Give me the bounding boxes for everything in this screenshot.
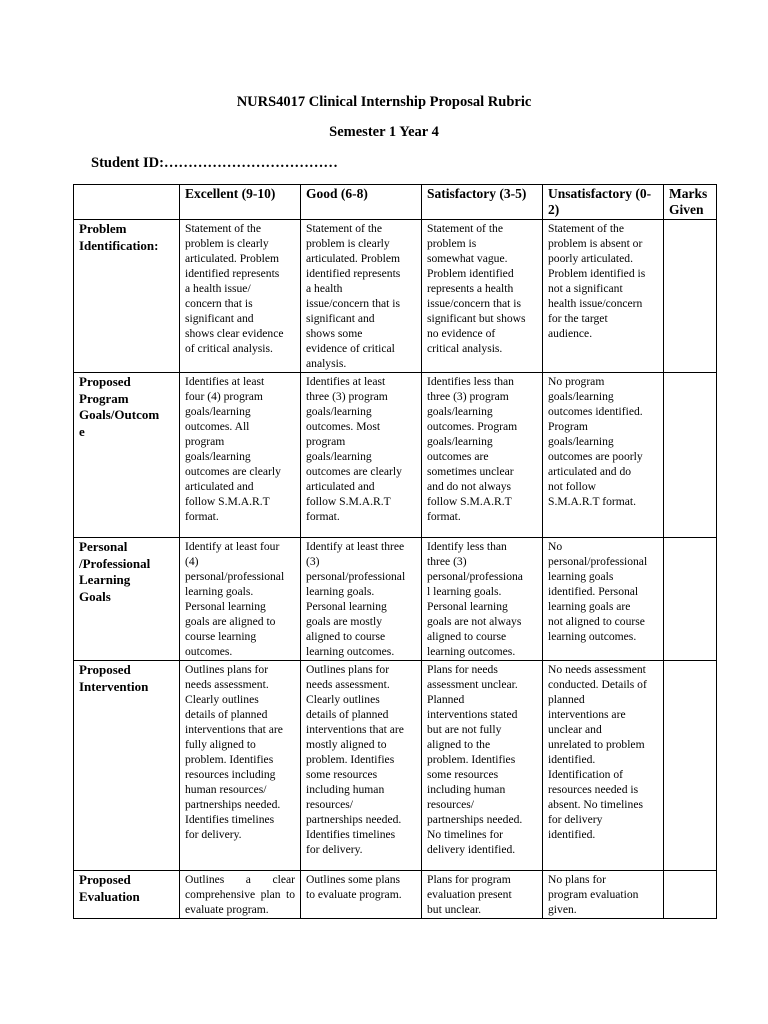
unsatisfactory-cell: Statement of the problem is absent or poorly articulated. Problem identified is not a significant health issue/concern for the target audience. — [543, 220, 664, 373]
marks-cell[interactable] — [664, 538, 717, 661]
good-cell: Identify at least three (3) personal/professional learning goals. Personal learning goals are mostly aligned to course learning outcomes. — [301, 538, 422, 661]
excellent-cell: Identify at least four (4) personal/professional learning goals. Personal learning goals are aligned to course learning outcomes. — [180, 538, 301, 661]
criterion-cell: Problem Identification: — [74, 220, 180, 373]
table-row — [74, 373, 717, 538]
excellent-cell: Statement of the problem is clearly articulated. Problem identified represents a health issue/ concern that is significant and shows clear evidence of critical analysis. — [180, 220, 301, 373]
marks-cell[interactable] — [664, 871, 717, 919]
header-satisfactory: Satisfactory (3-5) — [422, 185, 543, 220]
header-excellent: Excellent (9-10) — [180, 185, 301, 220]
satisfactory-cell: Identify less than three (3) personal/professiona l learning goals. Personal learning goals are not always aligned to course learning outcomes. — [422, 538, 543, 661]
document-subtitle: Semester 1 Year 4 — [329, 124, 439, 140]
good-cell: Statement of the problem is clearly articulated. Problem identified represents a health issue/concern that is significant and shows some evidence of critical analysis. — [301, 220, 422, 373]
unsatisfactory-cell: No personal/professional learning goals identified. Personal learning goals are not aligned to course learning outcomes. — [543, 538, 664, 661]
table-row — [74, 871, 717, 919]
student-id-field: Student ID:……………………………… — [91, 155, 338, 171]
document-title: NURS4017 Clinical Internship Proposal Rubric — [236, 94, 532, 110]
criterion-cell: Proposed Program Goals/Outcom e — [74, 373, 180, 538]
unsatisfactory-cell: No needs assessment conducted. Details of planned interventions are unclear and unrelated to problem identified. Identification of resources needed is absent. No timelines for delivery identified. — [543, 661, 664, 871]
rubric-table — [73, 184, 717, 919]
header-row — [74, 185, 717, 220]
satisfactory-cell: Plans for needs assessment unclear. Planned interventions stated but are not fully aligned to the problem. Identifies some resources including human resources/ partnerships needed. No timelines for delivery identified. — [422, 661, 543, 871]
header-unsatisfactory: Unsatisfactory (0- 2) — [543, 185, 664, 220]
excellent-cell: Identifies at least four (4) program goals/learning outcomes. All program goals/learning outcomes are clearly articulated and follow S.M.A.R.T format. — [180, 373, 301, 538]
header-good: Good (6-8) — [301, 185, 422, 220]
excellent-cell: Outlines a clear comprehensive plan to evaluate program. — [180, 871, 301, 919]
table-row — [74, 661, 717, 871]
header-marks-given: Marks Given — [664, 185, 717, 220]
criterion-cell: Personal /Professional Learning Goals — [74, 538, 180, 661]
good-cell: Outlines some plans to evaluate program. — [301, 871, 422, 919]
marks-cell[interactable] — [664, 661, 717, 871]
criterion-cell: Proposed Evaluation — [74, 871, 180, 919]
criterion-cell: Proposed Intervention — [74, 661, 180, 871]
excellent-cell: Outlines plans for needs assessment. Clearly outlines details of planned interventions that are fully aligned to problem. Identifies resources including human resources/ partnerships needed. Identifies timelines for delivery. — [180, 661, 301, 871]
unsatisfactory-cell: No program goals/learning outcomes identified. Program goals/learning outcomes are poorly articulated and do not follow S.M.A.R.T format. — [543, 373, 664, 538]
satisfactory-cell: Statement of the problem is somewhat vague. Problem identified represents a health issue/concern that is significant but shows no evidence of critical analysis. — [422, 220, 543, 373]
good-cell: Identifies at least three (3) program goals/learning outcomes. Most program goals/learning outcomes are clearly articulated and follow S.M.A.R.T format. — [301, 373, 422, 538]
marks-cell[interactable] — [664, 220, 717, 373]
marks-cell[interactable] — [664, 373, 717, 538]
header-criterion — [74, 185, 180, 220]
table-row — [74, 538, 717, 661]
satisfactory-cell: Plans for program evaluation present but unclear. — [422, 871, 543, 919]
table-row — [74, 220, 717, 373]
good-cell: Outlines plans for needs assessment. Clearly outlines details of planned interventions that are mostly aligned to problem. Identifies some resources including human resources/ partnerships needed. Identifies timelines for delivery. — [301, 661, 422, 871]
satisfactory-cell: Identifies less than three (3) program goals/learning outcomes. Program goals/learning outcomes are sometimes unclear and do not always follow S.M.A.R.T format. — [422, 373, 543, 538]
unsatisfactory-cell: No plans for program evaluation given. — [543, 871, 664, 919]
